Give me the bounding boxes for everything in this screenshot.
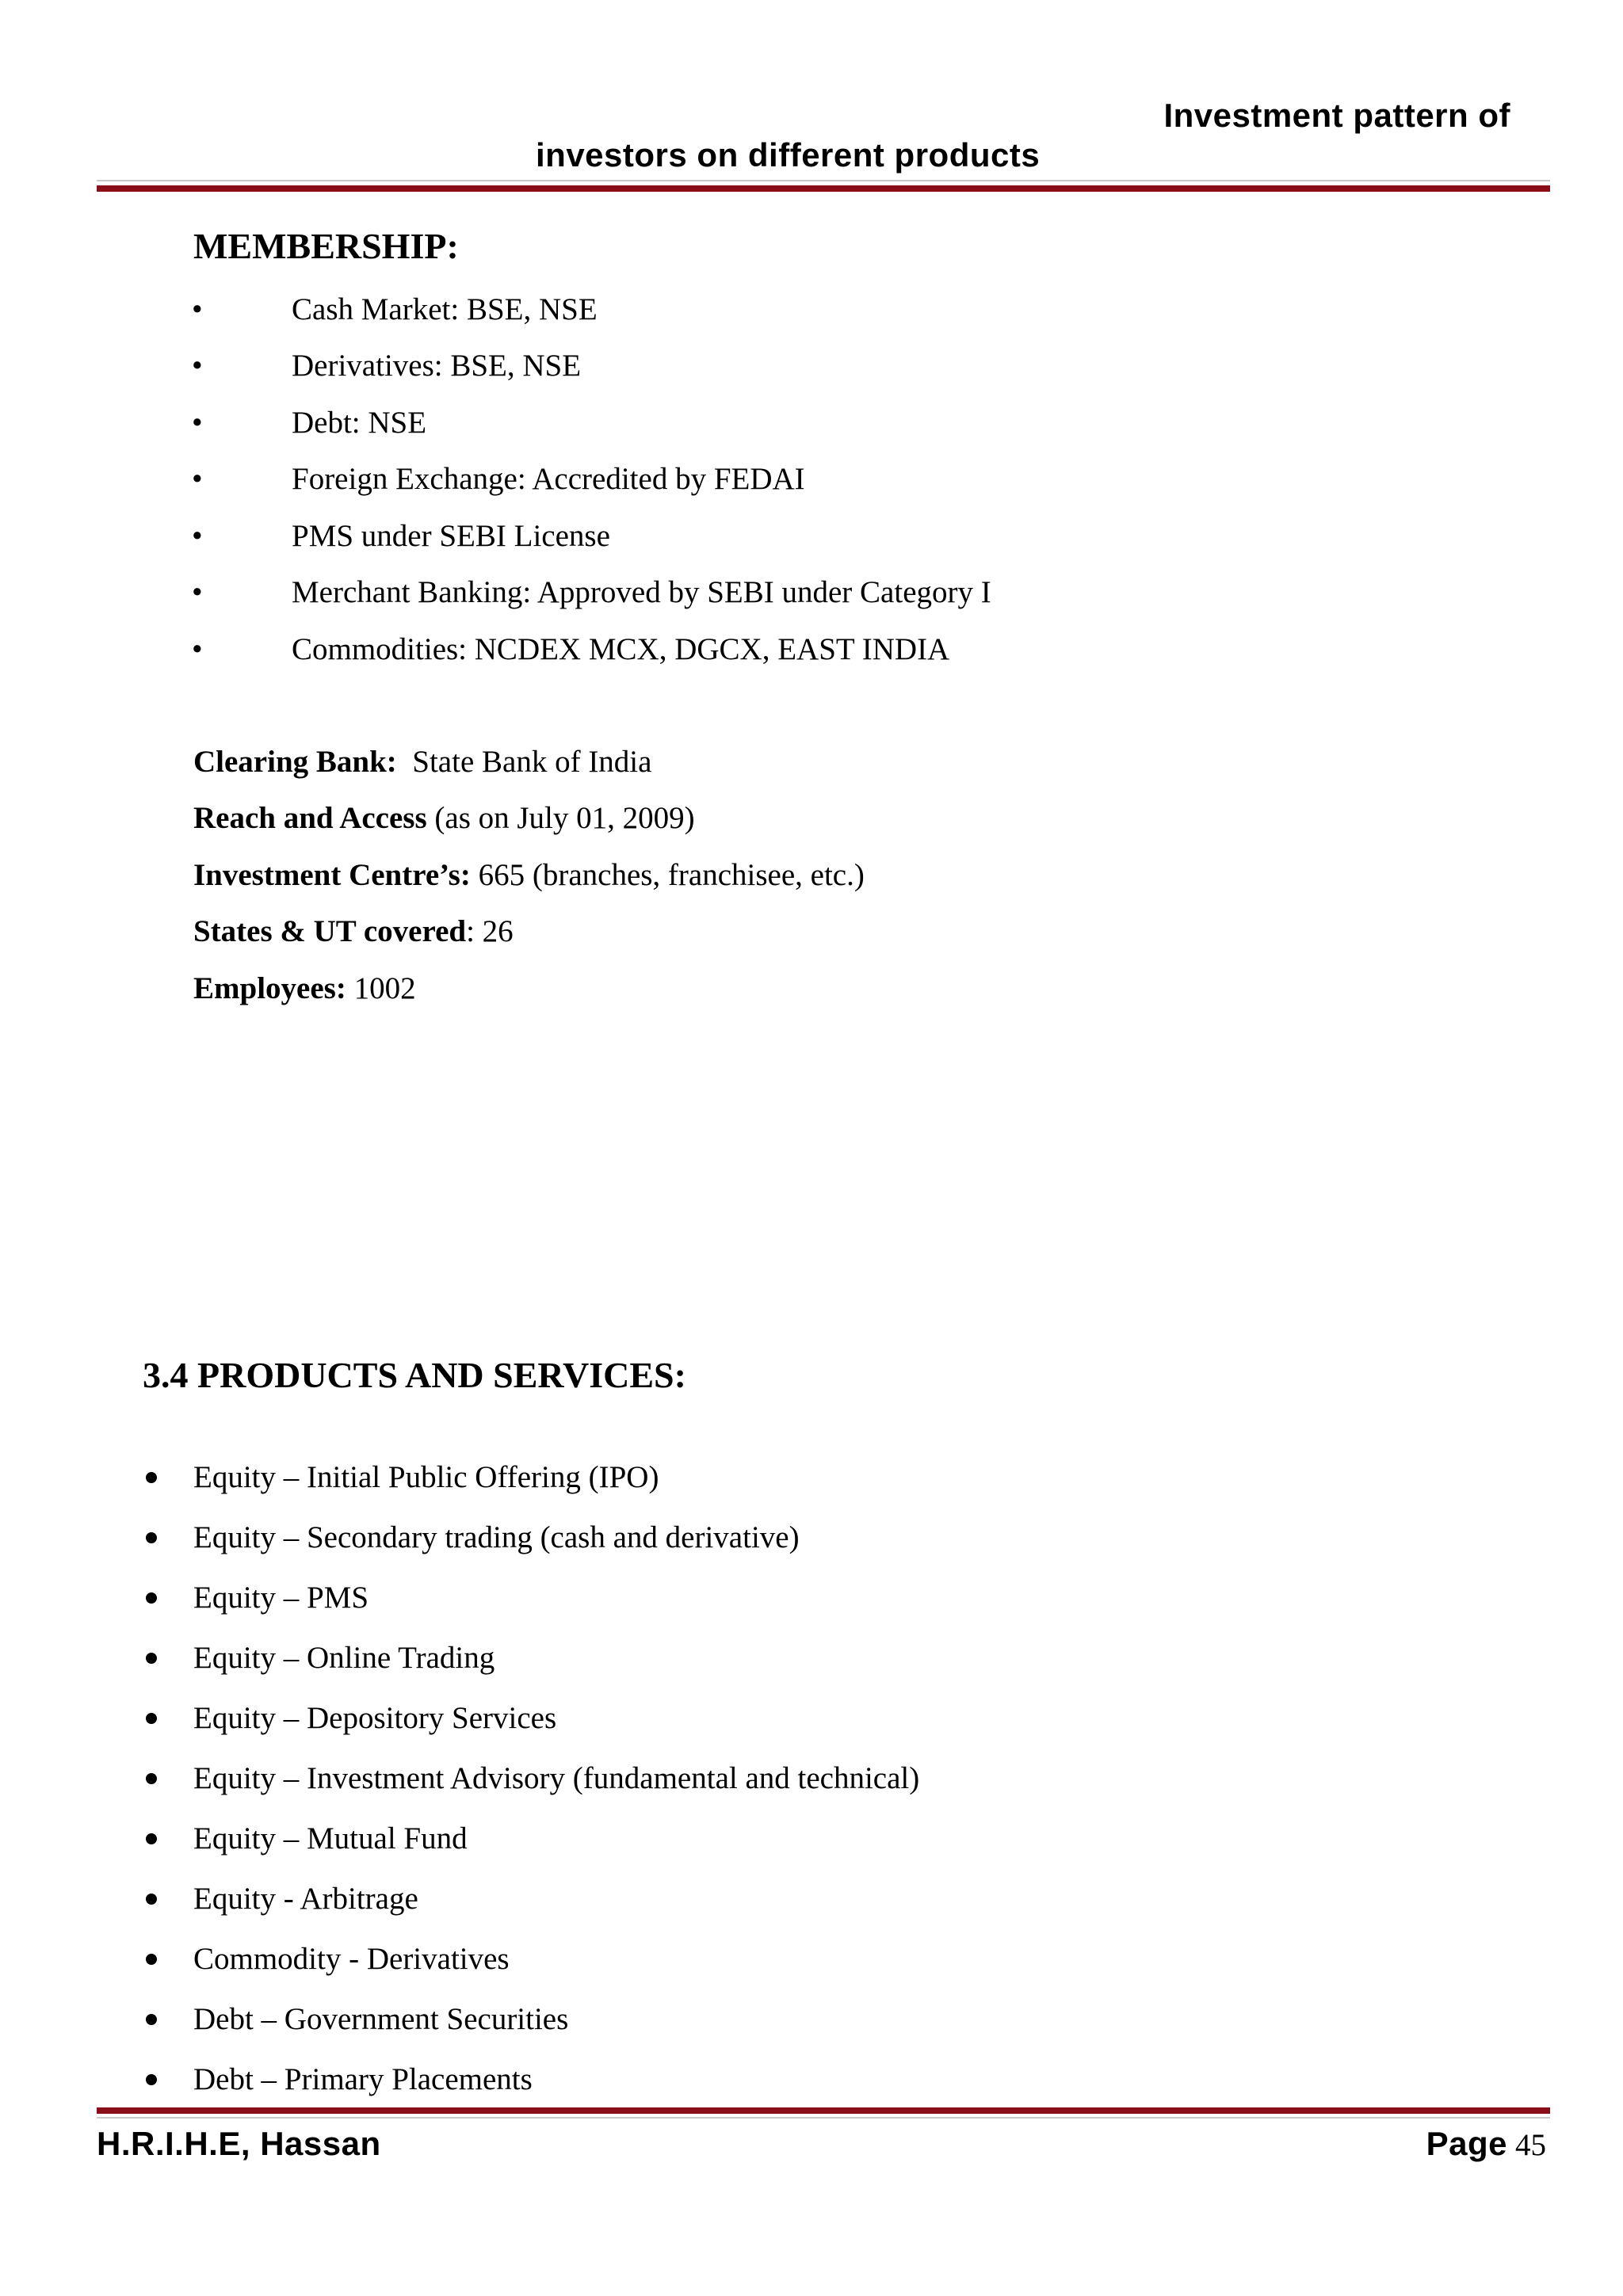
bullet-dot [146,1833,157,1844]
header-title-line1: Investment pattern of [1163,97,1510,134]
footer-institution: H.R.I.H.E, Hassan [97,2125,381,2162]
membership-item: Foreign Exchange: Accredited by FEDAI [292,462,805,496]
bullet-marker: • [192,632,203,666]
bullet-dot [146,1532,157,1543]
product-item: Equity – Depository Services [193,1701,557,1735]
membership-item: Debt: NSE [292,406,427,440]
product-item: Debt – Government Securities [193,2002,569,2036]
bullet-dot [146,1653,157,1664]
membership-item: PMS under SEBI License [292,519,610,553]
bullet-dot [146,1954,157,1965]
info-label: Reach and Access [193,801,427,835]
bullet-dot [146,1592,157,1604]
product-item: Equity – Investment Advisory (fundamental and technical) [193,1761,920,1795]
info-label: Investment Centre’s: [193,858,471,892]
info-value: 665 (branches, franchisee, etc.) [470,858,865,892]
info-value: 1002 [346,971,416,1005]
membership-item: Commodities: NCDEX MCX, DGCX, EAST INDIA [292,632,950,666]
info-label: States & UT covered [193,914,467,948]
info-value: State Bank of India [396,745,652,779]
info-value: (as on July 01, 2009) [426,801,695,835]
info-value: : 26 [466,914,514,948]
page-label: Page [1426,2125,1507,2162]
header-rule-thin [97,180,1550,181]
info-label: Employees: [193,971,346,1005]
product-item: Equity – Mutual Fund [193,1821,468,1855]
info-reach-access [193,800,695,837]
footer-rule-thin [97,2117,1550,2119]
product-item: Equity – Initial Public Offering (IPO) [193,1460,659,1494]
products-heading: 3.4 PRODUCTS AND SERVICES: [143,1355,686,1395]
footer-page [1426,2125,1546,2171]
product-item: Equity – Secondary trading (cash and derivative) [193,1520,800,1554]
bullet-marker: • [192,406,203,440]
info-clearing-bank [193,744,651,780]
footer-rule-thick [97,2107,1550,2114]
membership-item: Derivatives: BSE, NSE [292,349,582,383]
product-item: Debt – Primary Placements [193,2062,533,2096]
product-item: Equity – Online Trading [193,1641,495,1675]
header-rule-thick [97,185,1550,192]
product-item: Equity – PMS [193,1581,369,1615]
info-states-covered [193,913,514,950]
bullet-marker: • [192,519,203,553]
info-employees [193,971,416,1007]
product-item: Equity - Arbitrage [193,1882,418,1916]
bullet-dot [146,1713,157,1724]
membership-item: Cash Market: BSE, NSE [292,292,598,326]
info-investment-centres [193,857,865,894]
page-number: 45 [1515,2128,1546,2162]
bullet-dot [146,1472,157,1483]
bullet-dot [146,2074,157,2085]
membership-item: Merchant Banking: Approved by SEBI under Category I [292,575,991,609]
info-label: Clearing Bank: [193,745,397,779]
bullet-marker: • [192,462,203,496]
header-title-line2: investors on different products [536,136,1041,174]
membership-heading: MEMBERSHIP: [193,226,459,266]
bullet-marker: • [192,575,203,609]
bullet-marker: • [192,349,203,383]
bullet-dot [146,1894,157,1905]
product-item: Commodity - Derivatives [193,1942,510,1976]
bullet-dot [146,1773,157,1784]
bullet-marker: • [192,292,203,326]
bullet-dot [146,2014,157,2025]
